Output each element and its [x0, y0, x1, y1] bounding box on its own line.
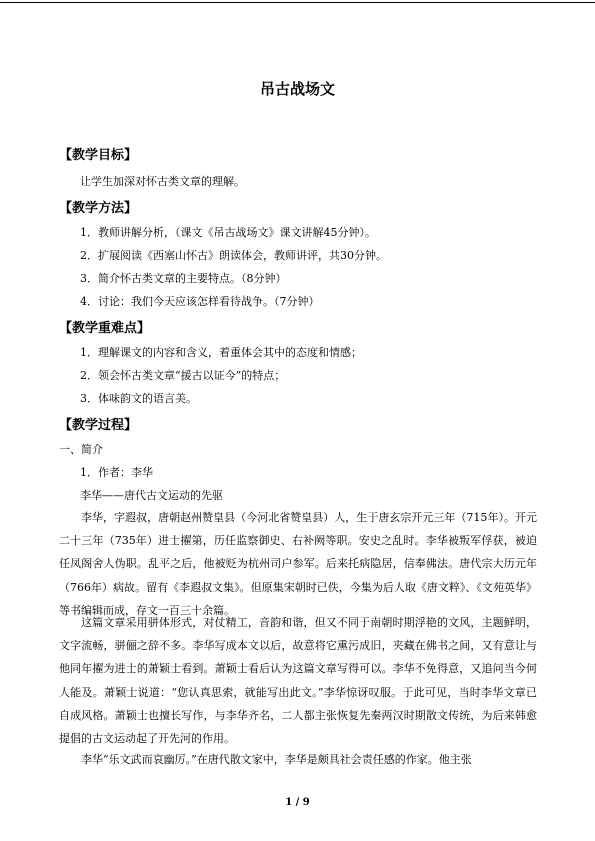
heading-teaching-methods: 【教学方法】: [59, 201, 138, 216]
page-top-rule: [0, 2, 595, 3]
page-number: 1 / 9: [285, 797, 310, 808]
heading-teaching-process: 【教学过程】: [59, 418, 138, 433]
goals-text: 让学生加深对怀古类文章的理解。: [80, 175, 245, 188]
paragraph-author-bio: 李华，字遐叔，唐朝赵州赞皇县（今河北省赞皇县）人，生于唐玄宗开元三年（715年）。开元二十三年（735年）进士擢第，历任监察御史、右补阙等职。安史之乱时。李华被叛军俘获，被迫任凤阁舍人伪职。乱平之后，他被贬为杭州司户参军。后来托病隐居，信奉佛法。唐代宗大历元年（766年）病故。留有《李遐叔文集》。但原集宋朝时已佚，今集为后人取《唐文粹》、《文苑英华》等书编辑而成，存文一百三十余篇。: [59, 511, 537, 617]
method-item-3: 3．简介怀古类文章的主要特点。（8分钟）: [80, 272, 287, 285]
heading-key-points: 【教学重难点】: [59, 321, 151, 336]
paragraph-article-style: 这篇文章采用骈体形式，对仗精工，音韵和谐，但又不同于南朝时期浮艳的文风，主题鲜明，文字流畅，骈俪之辞不多。李华写成本文以后，故意将它熏污成旧，夹藏在佛书之间，又有意让与他同年擢为进士的萧颖士看到。萧颖士看后认为这篇文章写得可以。李华不免得意，又追问当今何人能及。萧颖士说道：“您认真思索，就能写出此文。”李华惊讶叹服。于此可见，当时李华文章已自成风格。萧颖士也擅长写作，与李华齐名，二人都主张恢复先秦两汉时期散文传统，为后来韩愈提倡的古文运动起了开先河的作用。: [59, 616, 537, 746]
paragraph-author-views: 李华“乐文武而哀幽厉。”在唐代散文家中，李华是颇具社会责任感的作家。他主张: [81, 753, 472, 766]
key-point-item-1: 1．理解课文的内容和含义，着重体会其中的态度和情感；: [80, 346, 362, 359]
heading-teaching-goals: 【教学目标】: [59, 148, 138, 163]
method-item-2: 2．扩展阅读《西塞山怀古》朗读体会，教师讲评，共30分钟。: [80, 249, 387, 262]
key-point-item-2: 2．领会怀古类文章“援古以证今”的特点；: [80, 369, 286, 382]
method-item-4: 4．讨论：我们今天应该怎样看待战争。（7分钟）: [80, 295, 320, 308]
author-subtitle: 李华——唐代古文运动的先驱: [80, 489, 223, 502]
process-part-1: 一、简介: [59, 443, 103, 456]
document-title: 吊古战场文: [259, 80, 335, 98]
key-point-item-3: 3．体味韵文的语言美。: [80, 392, 197, 405]
author-label: 1．作者：李华: [80, 466, 153, 479]
method-item-1: 1．教师讲解分析，（课文《吊古战场文》课文讲解45分钟）。: [80, 226, 376, 239]
